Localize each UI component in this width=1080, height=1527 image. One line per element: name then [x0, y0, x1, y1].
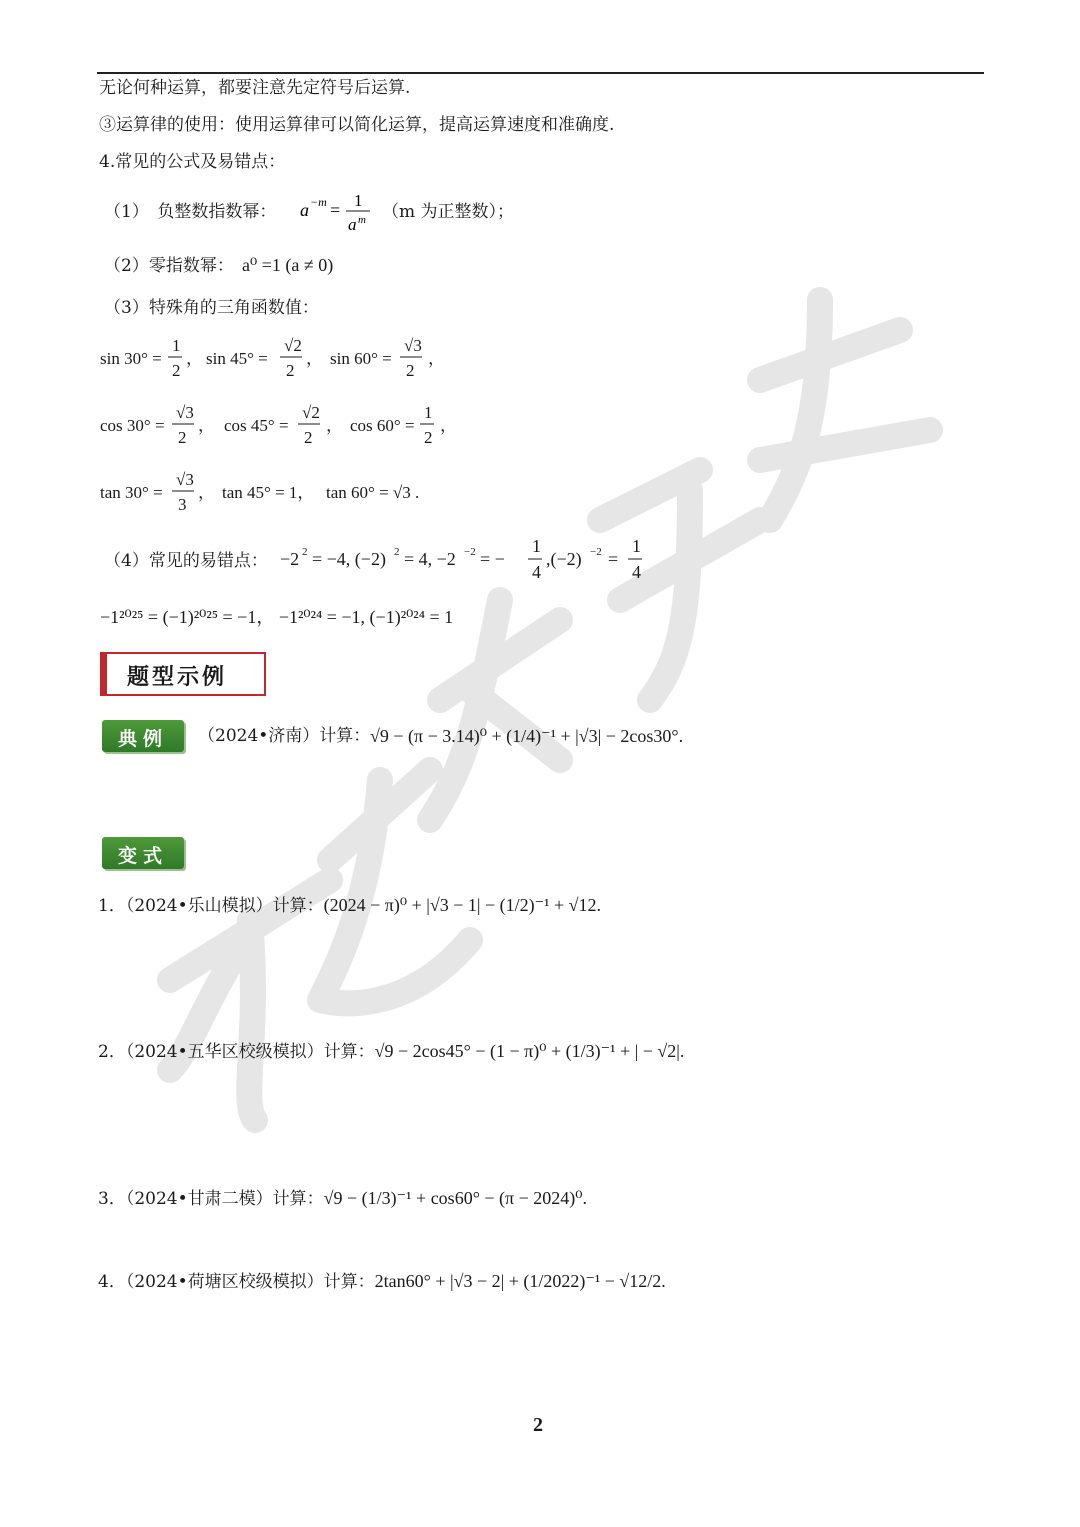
svg-text:2: 2	[406, 361, 415, 380]
svg-text:，: ，	[306, 349, 323, 368]
problem-source: （2024•乐山模拟）计算：	[125, 896, 324, 916]
svg-text:sin 30° =: sin 30° =	[100, 349, 162, 368]
problem-number: 4．	[98, 1272, 126, 1292]
problem-number: 3．	[98, 1189, 126, 1209]
svg-text:a: a	[300, 200, 309, 220]
svg-text:1: 1	[424, 403, 433, 422]
section-title: 题型示例	[127, 665, 228, 690]
problem-4	[98, 1270, 666, 1293]
problem-number: 2．	[98, 1042, 126, 1062]
section-header	[100, 652, 266, 696]
item4-label: （4）常见的易错点：	[104, 551, 268, 571]
svg-text:2: 2	[178, 428, 187, 447]
problem-number: 1．	[98, 896, 126, 916]
svg-text:a: a	[348, 215, 357, 234]
page-number: 2	[533, 1414, 543, 1436]
item2-label: （2）零指数幂：	[104, 256, 234, 276]
svg-text:2: 2	[394, 546, 400, 558]
svg-text:cos 30° =: cos 30° =	[100, 416, 165, 435]
example-tag-label: 典例	[117, 728, 168, 750]
item1-condition: （m 为正整数）；	[382, 202, 515, 222]
trig-values	[98, 332, 478, 522]
svg-text:√2: √2	[302, 403, 320, 422]
item1-label: （1） 负整数指数幂：	[104, 202, 277, 222]
item2-formula: a⁰ =1 (a ≠ 0)	[242, 255, 334, 275]
svg-text:cos 45° =: cos 45° =	[224, 416, 289, 435]
problem-expression: (2024 − π)⁰ + |√3 − 1| − (1/2)⁻¹ + √12.	[323, 895, 602, 915]
svg-text:tan 45° = 1，: tan 45° = 1，	[222, 483, 315, 502]
problem-2	[98, 1040, 684, 1063]
problem-expression: √9 − 2cos45° − (1 − π)⁰ + (1/3)⁻¹ + | − √2|.	[374, 1041, 685, 1061]
problem-1	[98, 894, 601, 917]
example-source: （2024•济南）计算：	[198, 726, 371, 746]
svg-text:√3: √3	[176, 403, 194, 422]
svg-text:−2: −2	[590, 546, 602, 558]
svg-text:=: =	[608, 549, 619, 569]
svg-text:= −: = −	[480, 549, 505, 569]
svg-text:= 4, −2: = 4, −2	[404, 549, 456, 569]
example-expression: √9 − (π − 3.14)⁰ + (1/4)⁻¹ + |√3| − 2cos30°.	[370, 726, 684, 746]
svg-text:，: ，	[186, 349, 203, 368]
svg-text:√3: √3	[176, 470, 194, 489]
svg-text:2: 2	[302, 546, 308, 558]
item4-formula	[276, 532, 656, 588]
variant-tag-label: 变式	[117, 845, 168, 867]
negative-exponent-formula	[296, 186, 376, 234]
svg-text:tan 60° = √3 .: tan 60° = √3 .	[326, 483, 420, 502]
svg-text:2: 2	[172, 361, 181, 380]
variant-tag	[102, 837, 184, 869]
svg-text:1: 1	[354, 191, 363, 210]
item4-line2: −1²⁰²⁵ = (−1)²⁰²⁵ = −1， −1²⁰²⁴ = −1, (−1)²⁰²⁴ = 1	[100, 607, 454, 627]
problem-source: （2024•甘肃二模）计算：	[125, 1189, 324, 1209]
svg-text:=: =	[330, 200, 341, 220]
svg-text:1: 1	[632, 536, 641, 556]
svg-text:4: 4	[532, 562, 541, 582]
svg-text:−2: −2	[280, 549, 300, 569]
svg-text:,(−2): ,(−2)	[546, 549, 582, 569]
svg-text:1: 1	[532, 536, 541, 556]
law-note: ③运算律的使用：使用运算律可以简化运算，提高运算速度和准确度.	[99, 115, 615, 135]
svg-text:sin 45° =: sin 45° =	[206, 349, 268, 368]
svg-text:−m: −m	[310, 195, 327, 209]
svg-text:，: ，	[440, 416, 457, 435]
svg-text:√2: √2	[284, 336, 302, 355]
problem-expression: 2tan60° + |√3 − 2| + (1/2022)⁻¹ − √12/2.	[374, 1271, 666, 1291]
svg-text:2: 2	[286, 361, 295, 380]
svg-text:，: ，	[326, 416, 343, 435]
svg-text:sin 60° =: sin 60° =	[330, 349, 392, 368]
example-tag	[102, 720, 184, 752]
svg-text:cos 60° =: cos 60° =	[350, 416, 415, 435]
svg-text:m: m	[358, 214, 366, 226]
item3-label: （3）特殊角的三角函数值：	[104, 298, 319, 318]
svg-text:= −4, (−2): = −4, (−2)	[312, 549, 386, 569]
svg-text:−2: −2	[464, 546, 476, 558]
problem-source: （2024•荷塘区校级模拟）计算：	[125, 1272, 375, 1292]
problem-expression: √9 − (1/3)⁻¹ + cos60° − (π − 2024)⁰.	[323, 1188, 587, 1208]
svg-text:，: ，	[198, 416, 215, 435]
problem-source: （2024•五华区校级模拟）计算：	[125, 1042, 375, 1062]
svg-text:3: 3	[178, 495, 187, 514]
svg-text:4: 4	[632, 562, 641, 582]
svg-text:2: 2	[424, 428, 433, 447]
top-rule	[97, 72, 984, 74]
rule-note: 无论何种运算，都要注意先定符号后运算.	[99, 78, 411, 98]
svg-text:1: 1	[172, 336, 181, 355]
svg-text:，: ，	[198, 483, 215, 502]
formulas-heading: 4.常见的公式及易错点：	[99, 152, 286, 172]
svg-text:tan 30° =: tan 30° =	[100, 483, 163, 502]
svg-text:，: ，	[428, 349, 445, 368]
svg-text:2: 2	[304, 428, 313, 447]
svg-text:√3: √3	[404, 336, 422, 355]
problem-3	[98, 1187, 587, 1210]
